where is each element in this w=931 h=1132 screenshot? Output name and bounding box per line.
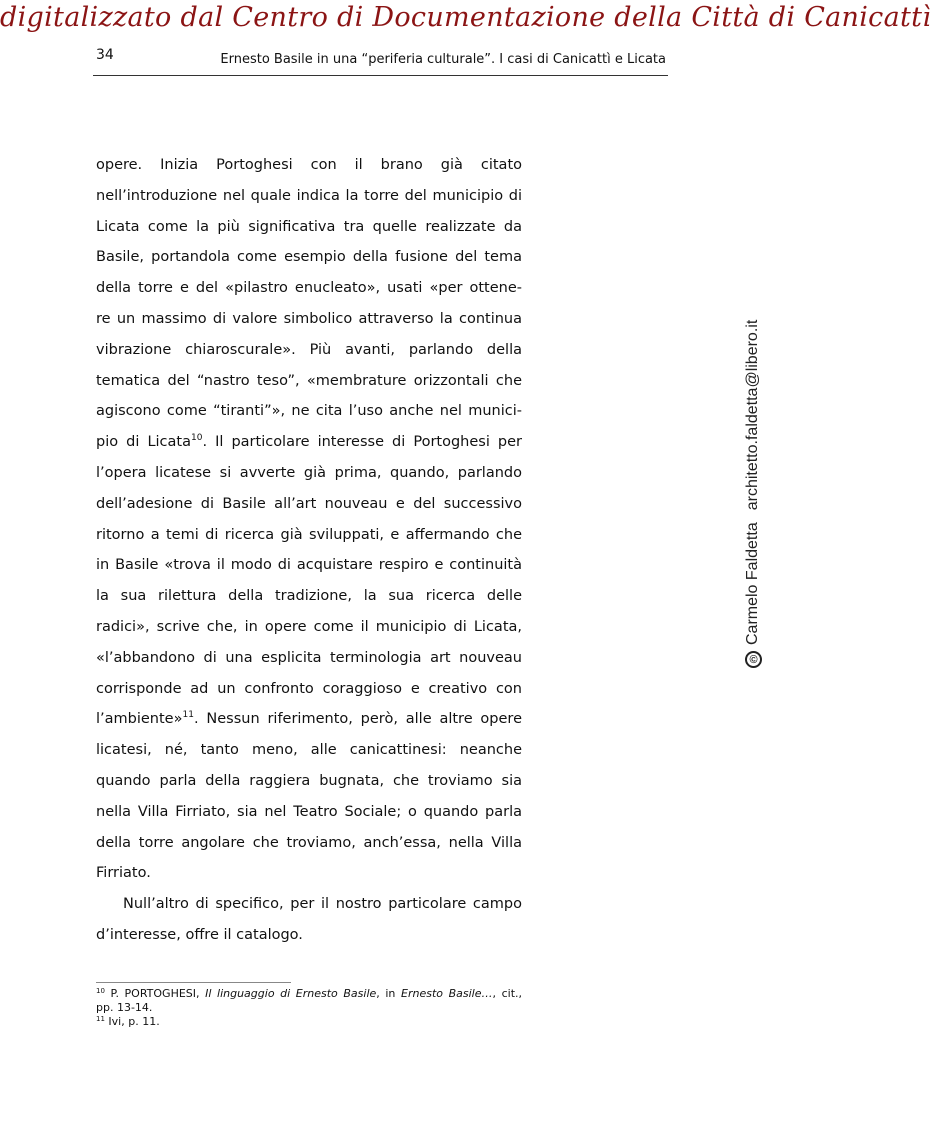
text-line — [96, 704, 522, 735]
text-fragment: pio di Licata — [96, 434, 191, 451]
author-watermark — [744, 320, 762, 668]
text-line: nell’introduzione nel quale indica la torre del municipio di — [96, 187, 522, 204]
text-line: Licata come la più significativa tra quelle realizzate da — [96, 218, 522, 235]
digitization-watermark: digitalizzato dal Centro di Documentazione della Città di Canicattì — [0, 2, 931, 33]
text-line: opere. Inizia Portoghesi con il brano già citato — [96, 157, 522, 173]
text-line: della torre angolare che troviamo, anch’essa, nella Villa — [96, 834, 522, 851]
text-line: tematica del “nastro teso”, «membrature orizzontali che — [96, 372, 522, 389]
text-line: in Basile «trova il modo di acquistare respiro e continuità — [96, 557, 522, 574]
text-line: Firriato. — [96, 865, 151, 882]
footnote-11 — [96, 1015, 522, 1029]
footnote-number: 10 — [96, 987, 105, 995]
text-fragment: l’ambiente» — [96, 711, 183, 728]
cited-title: Il linguaggio di Ernesto Basile — [205, 987, 377, 1000]
text-line: nella Villa Firriato, sia nel Teatro Sociale; o quando parla — [96, 803, 522, 820]
text-line: l’opera licatese si avverte già prima, quando, parlando — [96, 464, 522, 481]
footnote-ref-11[interactable]: 11 — [182, 710, 194, 721]
footnote-number: 11 — [96, 1015, 105, 1023]
text-line: Basile, portandola come esempio della fusione del tema — [96, 249, 522, 266]
text-line: re un massimo di valore simbolico attraverso la continua — [96, 310, 522, 327]
text-line: dell’adesione di Basile all’art nouveau e del successivo — [96, 495, 522, 512]
footnote-line — [96, 987, 522, 1001]
footnote-line: pp. 13-14. — [96, 1001, 153, 1014]
text-fragment: . Nessun riferimento, però, alle altre opere — [193, 711, 522, 728]
text-fragment: Il particolare interesse di Portoghesi per — [207, 434, 522, 451]
text-fragment: . — [202, 434, 208, 451]
text-fragment: , cit., — [492, 987, 523, 1000]
running-title: Ernesto Basile in una “periferia culturale”. I casi di Canicattì e Licata — [220, 52, 666, 67]
text-line: corrisponde ad un confronto coraggioso e creativo con — [96, 680, 522, 697]
text-line: ritorno a temi di ricerca già sviluppati, e affermando che — [96, 526, 522, 543]
author-email: architetto.faldetta@libero.it — [744, 319, 761, 511]
text-line: della torre e del «pilastro enucleato», usati «per ottene- — [96, 280, 522, 297]
text-line: d’interesse, offre il catalogo. — [96, 926, 303, 943]
author-name: Carmelo Faldetta — [744, 522, 761, 645]
text-line: Null’altro di specifico, per il nostro particolare campo — [123, 896, 522, 913]
text-line: la sua rilettura della tradizione, la sua ricerca delle — [96, 588, 522, 605]
text-fragment: P. PORTOGHESI, — [104, 987, 206, 1000]
footnotes — [96, 987, 522, 1029]
header-rule — [93, 75, 668, 76]
cited-title: Ernesto Basile… — [401, 987, 493, 1000]
copyright-icon: © — [745, 651, 762, 668]
text-line: radici», scrive che, in opere come il municipio di Licata, — [96, 618, 522, 635]
text-line: agiscono come “tiranti”», ne cita l’uso anche nel munici- — [96, 403, 522, 420]
text-line: «l’abbandono di una esplicita terminologia art nouveau — [96, 649, 522, 666]
text-line: licatesi, né, tanto meno, alle canicattinesi: neanche — [96, 742, 522, 759]
page-number: 34 — [96, 47, 114, 63]
text-line: quando parla della raggiera bugnata, che troviamo sia — [96, 772, 522, 789]
text-line — [96, 427, 522, 458]
footnote-ref-10[interactable]: 10 — [190, 433, 203, 444]
text-fragment: Ivi, p. 11. — [104, 1015, 160, 1028]
body-text — [96, 150, 522, 951]
footnote-rule — [96, 982, 291, 983]
footnote-10 — [96, 987, 522, 1015]
text-fragment: , in — [376, 987, 402, 1000]
text-line: vibrazione chiaroscurale». Più avanti, parlando della — [96, 341, 522, 358]
